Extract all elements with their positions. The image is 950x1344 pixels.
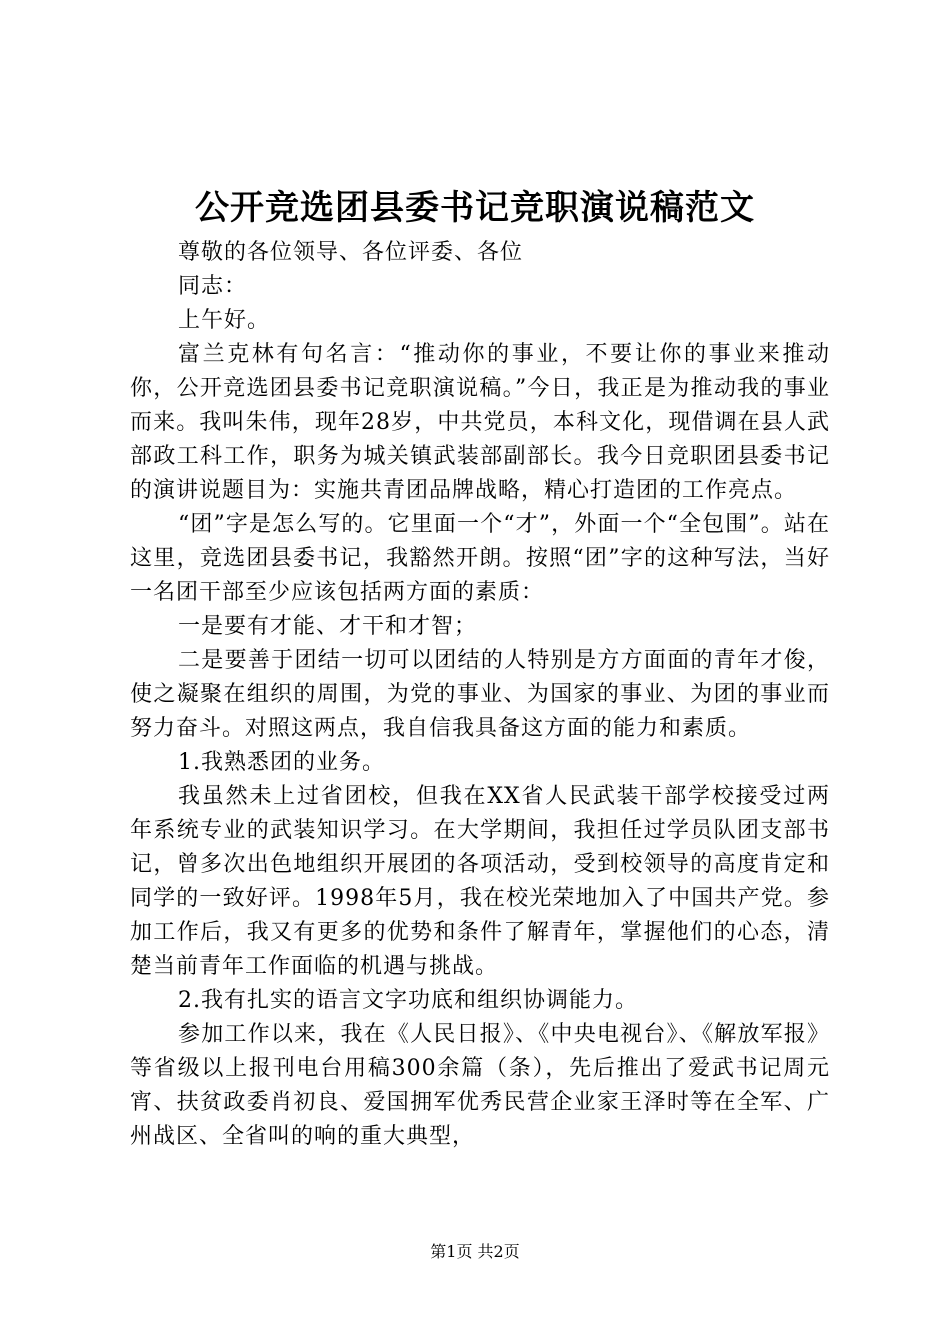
paragraph-experience: 我虽然未上过省团校，但我在XX省人民武装干部学校接受过两年系统专业的武装知识学习。在大学期间，我担任过学员队团支部书记，曾多次出色地组织开展团的各项活动，受到校领导的高度肯定和同学的一致好评。1998年5月，我在校光荣地加入了中国共产党。参加工作后，我又有更多的优势和条件了解青年，掌握他们的心态，清楚当前青年工作面临的机遇与挑战。 <box>130 784 830 979</box>
paragraph-point-one: 一是要有才能、才干和才智； <box>178 614 478 639</box>
document-body <box>130 236 830 1154</box>
paragraph-salutation: 尊敬的各位领导、各位评委、各位 <box>178 240 524 265</box>
paragraph-heading-2: 2.我有扎实的语言文字功底和组织协调能力。 <box>178 988 638 1013</box>
paragraph-tuan-character: “团”字是怎么写的。它里面一个“才”，外面一个“全包围”。站在这里，竞选团县委书记，我豁然开朗。按照“团”字的这种写法，当好一名团干部至少应该包括两方面的素质： <box>130 512 830 605</box>
paragraph-greeting: 上午好。 <box>178 308 271 333</box>
paragraph-point-two: 二是要善于团结一切可以团结的人特别是方方面面的青年才俊，使之凝聚在组织的周围，为党的事业、为国家的事业、为团的事业而努力奋斗。对照这两点，我自信我具备这方面的能力和素质。 <box>130 648 830 741</box>
page-footer: 第1页 共2页 <box>430 1242 520 1261</box>
document-title: 公开竞选团县委书记竞职演说稿范文 <box>195 188 755 228</box>
paragraph-salutation-cont: 同志： <box>178 274 248 299</box>
paragraph-writing: 参加工作以来，我在《人民日报》、《中央电视台》、《解放军报》等省级以上报刊电台用稿300余篇（条），先后推出了爱武书记周元宵、扶贫政委肖初良、爱国拥军优秀民营企业家王泽时等在全军、广州战区、全省叫的响的重大典型， <box>130 1022 830 1149</box>
paragraph-intro: 富兰克林有句名言：“推动你的事业，不要让你的事业来推动你，公开竞选团县委书记竞职演说稿。”今日，我正是为推动我的事业而来。我叫朱伟，现年28岁，中共党员，本科文化，现借调在县人武部政工科工作，职务为城关镇武装部副部长。我今日竞职团县委书记的演讲说题目为：实施共青团品牌战略，精心打造团的工作亮点。 <box>130 342 830 503</box>
paragraph-heading-1: 1.我熟悉团的业务。 <box>178 750 385 775</box>
